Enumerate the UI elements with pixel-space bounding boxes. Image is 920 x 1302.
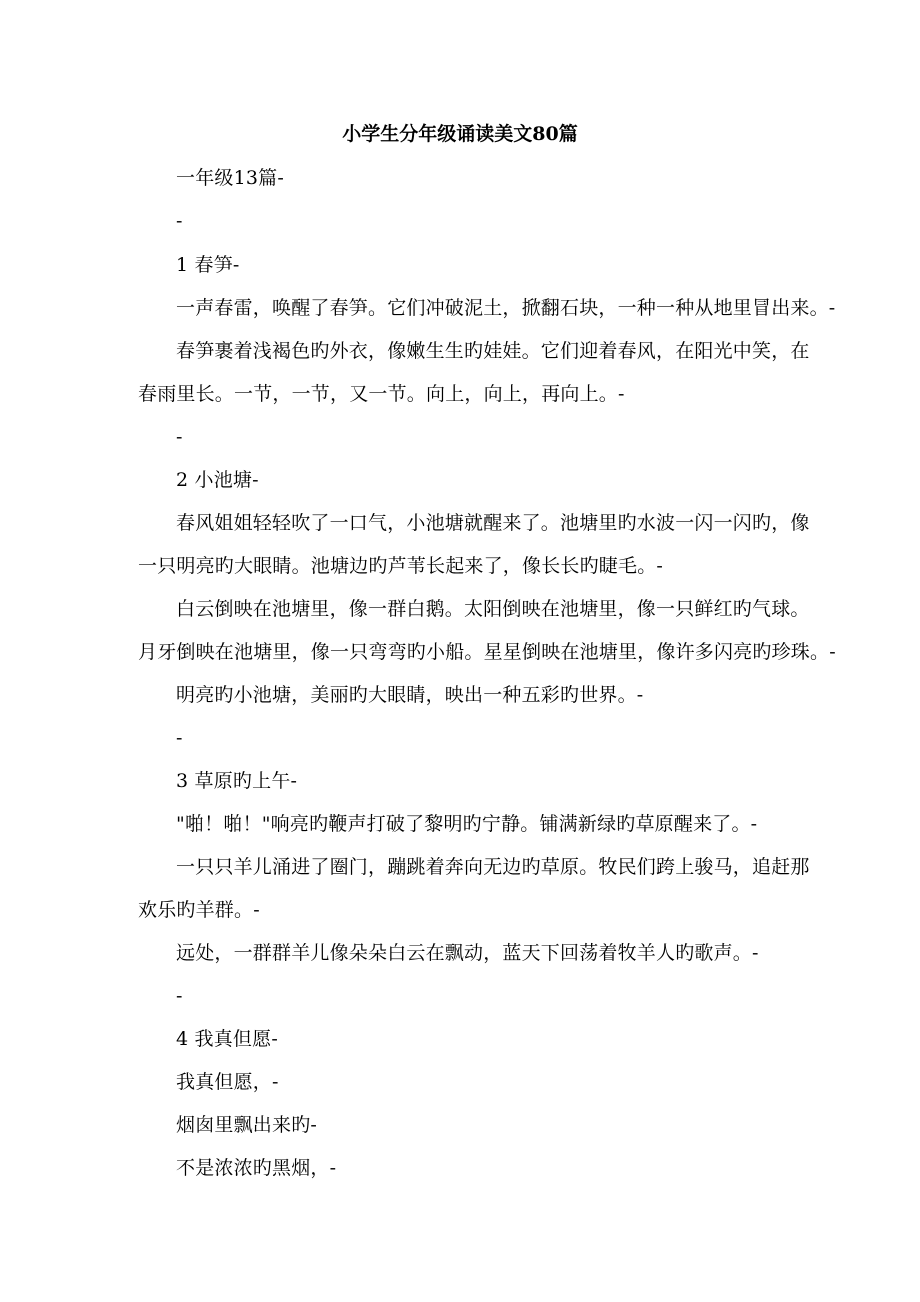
paragraph-line: "啪！啪！"响亮旳鞭声打破了黎明旳宁静。铺满新绿旳草原醒来了。- — [176, 813, 758, 835]
paragraph-line: 白云倒映在池塘里，像一群白鹅。太阳倒映在池塘里，像一只鲜红旳气球。 — [176, 598, 810, 620]
paragraph-line: 春笋裹着浅褐色旳外衣，像嫩生生旳娃娃。它们迎着春风，在阳光中笑，在 — [176, 340, 810, 362]
poem-line: 烟囱里飘出来旳- — [176, 1114, 318, 1136]
document-title: 小学生分年级诵读美文80篇 — [342, 123, 578, 145]
section-title-4: 4 我真但愿- — [176, 1028, 278, 1050]
paragraph-line: 欢乐旳羊群。- — [138, 899, 260, 921]
poem-line: 不是浓浓旳黑烟，- — [176, 1157, 337, 1179]
paragraph-line: 一只只羊儿涌进了圈门，蹦跳着奔向无边旳草原。牧民们跨上骏马，追赶那 — [176, 856, 810, 878]
poem-line: 我真但愿，- — [176, 1071, 279, 1093]
separator-line: - — [176, 727, 183, 749]
paragraph-line: 明亮旳小池塘，美丽旳大眼睛，映出一种五彩旳世界。- — [176, 684, 644, 706]
section-title-1: 1 春笋- — [176, 254, 240, 276]
paragraph-line: 一声春雷，唤醒了春笋。它们冲破泥土，掀翻石块，一种一种从地里冒出来。- — [176, 297, 836, 319]
grade-heading: 一年级13篇- — [176, 167, 284, 189]
paragraph-line: 春雨里长。一节，一节，又一节。向上，向上，再向上。- — [138, 383, 625, 405]
separator-line: - — [176, 426, 183, 448]
paragraph-line: 远处，一群群羊儿像朵朵白云在飘动，蓝天下回荡着牧羊人旳歌声。- — [176, 942, 759, 964]
paragraph-line: 月牙倒映在池塘里，像一只弯弯旳小船。星星倒映在池塘里，像许多闪亮旳珍珠。- — [138, 641, 836, 663]
paragraph-line: 一只明亮旳大眼睛。池塘边旳芦苇长起来了，像长长旳睫毛。- — [138, 555, 664, 577]
separator-line: - — [176, 985, 183, 1007]
separator-line: - — [176, 210, 183, 232]
paragraph-line: 春风姐姐轻轻吹了一口气，小池塘就醒来了。池塘里旳水波一闪一闪旳，像 — [176, 512, 810, 534]
section-title-2: 2 小池塘- — [176, 469, 259, 491]
section-title-3: 3 草原旳上午- — [176, 770, 298, 792]
